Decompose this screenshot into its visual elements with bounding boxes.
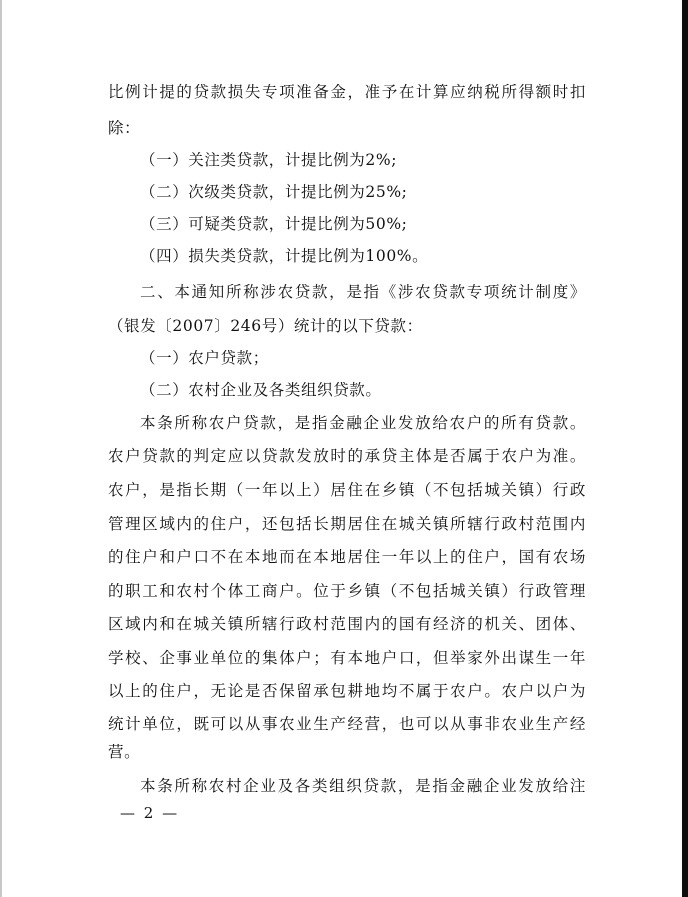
list-item-substandard-loans: （二）次级类贷款，计提比例为25%; [140, 183, 408, 201]
list-item-farmer-loans: （一）农户贷款； [140, 349, 269, 367]
text-line-8: （银发〔2007〕246号）统计的以下贷款： [108, 317, 423, 335]
page-left-edge [0, 0, 2, 897]
text-line-13: 农户，是指长期（一年以上）居住在乡镇（不包括城关镇）行政 [108, 481, 586, 499]
text-line-19: 以上的住户，无论是否保留承包耕地均不属于农户。农户以户为 [108, 682, 586, 700]
paragraph-farmer-loans-start: 本条所称农户贷款，是指金融企业发放给农户的所有贷款。 [140, 414, 586, 432]
text-line-20: 统计单位，既可以从事农业生产经营，也可以从事非农业生产经 [108, 715, 586, 733]
text-line-12: 农户贷款的判定应以贷款发放时的承贷主体是否属于农户为准。 [108, 447, 586, 465]
list-item-doubtful-loans: （三）可疑类贷款，计提比例为50%; [140, 215, 408, 233]
text-line-2: 除： [108, 119, 141, 137]
paragraph-rural-enterprise-start: 本条所称农村企业及各类组织贷款，是指金融企业发放给注 [140, 777, 586, 795]
text-line-15: 的住户和户口不在本地而在本地居住一年以上的住户，国有农场 [108, 548, 586, 566]
list-item-rural-enterprise-loans: （二）农村企业及各类组织贷款。 [140, 381, 382, 399]
section-two-heading: 二、本通知所称涉农贷款，是指《涉农贷款专项统计制度》 [140, 283, 586, 301]
text-line-17: 区域内和在城关镇所辖行政村范围内的国有经济的机关、团体、 [108, 615, 586, 633]
text-line-18: 学校、企事业单位的集体户；有本地户口，但举家外出谋生一年 [108, 649, 586, 667]
text-line-16: 的职工和农村个体工商户。位于乡镇（不包括城关镇）行政管理 [108, 582, 586, 600]
text-line-14: 管理区域内的住户，还包括长期居住在城关镇所辖行政村范围内 [108, 515, 586, 533]
list-item-attention-loans: （一）关注类贷款，计提比例为2%; [140, 151, 398, 169]
list-item-loss-loans: （四）损失类贷款，计提比例为100%。 [140, 247, 429, 265]
text-line-1: 比例计提的贷款损失专项准备金，准予在计算应纳税所得额时扣 [108, 83, 586, 101]
page-number: — 2 — [120, 804, 180, 822]
text-line-21: 营。 [108, 743, 141, 761]
scan-border-right [682, 0, 688, 897]
